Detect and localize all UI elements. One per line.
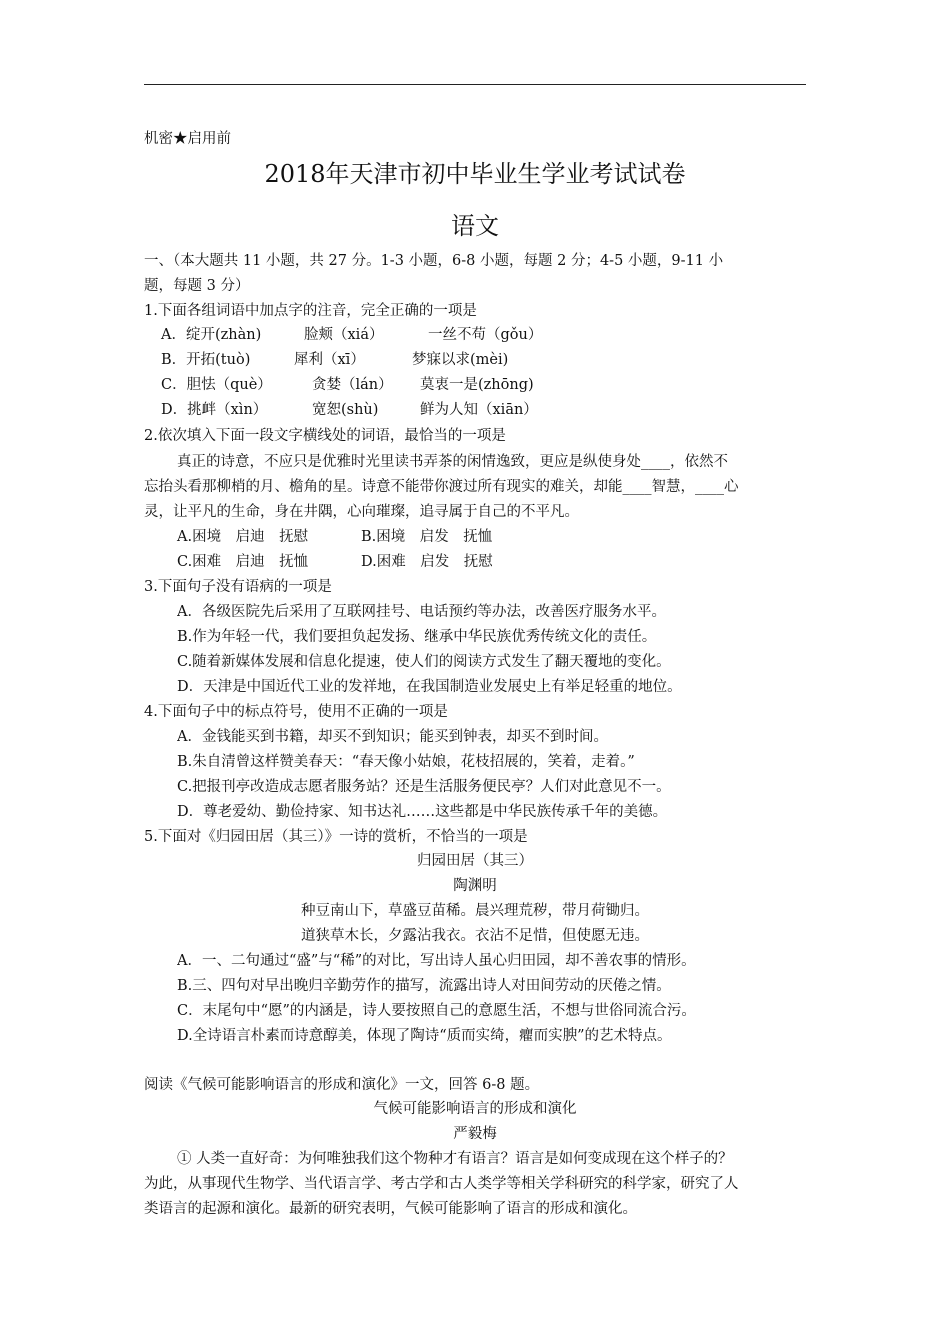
poem-line: 道狭草木长，夕露沾我衣。衣沾不足惜，但使愿无违。 — [301, 928, 649, 944]
q1-option-c1: C．胆怯（què） — [161, 377, 272, 393]
section-heading-cont: 题，每题 3 分） — [144, 278, 250, 294]
section-heading: 一、（本大题共 11 小题，共 27 分。1-3 小题，6-8 小题，每题 2 分；4-5 小题，9-11 小 — [144, 253, 724, 269]
q2-option-d: D.困难 启发 抚慰 — [361, 554, 493, 570]
article-paragraph-line: 类语言的起源和演化。最新的研究表明，气候可能影响了语言的形成和演化。 — [144, 1201, 637, 1217]
q2-passage-line2: 忘抬头看那柳梢的月、檐角的星。诗意不能带你渡过所有现实的难关，却能____智慧，____心 — [144, 479, 739, 495]
q2-passage-line3: 灵，让平凡的生命，身在井隅，心向璀璨，追寻属于自己的不平凡。 — [144, 504, 579, 520]
q4-option-a: A．金钱能买到书籍，却买不到知识；能买到钟表，却买不到时间。 — [177, 729, 608, 745]
article-title: 气候可能影响语言的形成和演化 — [373, 1101, 577, 1117]
q1-option-d1: D．挑衅（xìn） — [161, 402, 268, 418]
poem-line: 种豆南山下，草盛豆苗稀。晨兴理荒秽，带月荷锄归。 — [301, 903, 649, 919]
subject-title: 语文 — [451, 212, 499, 240]
q5-option-a: A．一、二句通过“盛”与“稀”的对比，写出诗人虽心归田园，却不善农事的情形。 — [177, 953, 696, 969]
q1-option-b3: 梦寐以求(mèi) — [412, 352, 509, 368]
q2-option-a: A.困境 启迪 抚慰 — [177, 529, 309, 545]
header-rule — [144, 84, 806, 85]
q3-option-b: B.作为年轻一代，我们要担负起发扬、继承中华民族优秀传统文化的责任。 — [177, 629, 657, 645]
q1-option-b1: B．开拓(tuò) — [161, 352, 251, 368]
q2-option-c: C.困难 启迪 抚恤 — [177, 554, 309, 570]
q4-option-b: B.朱自清曾这样赞美春天：“春天像小姑娘，花枝招展的，笑着，走着。” — [177, 754, 635, 770]
q5-option-c: C．末尾句中“愿”的内涵是，诗人要按照自己的意愿生活，不想与世俗同流合污。 — [177, 1003, 696, 1019]
q1-option-b2: 犀利（xī） — [294, 352, 365, 368]
article-author: 严毅梅 — [453, 1126, 497, 1142]
q2-stem: 2.依次填入下面一段文字横线处的词语，最恰当的一项是 — [144, 428, 506, 444]
q3-option-a: A．各级医院先后采用了互联网挂号、电话预约等办法，改善医疗服务水平。 — [177, 604, 666, 620]
q3-option-c: C.随着新媒体发展和信息化提速，使人们的阅读方式发生了翻天覆地的变化。 — [177, 654, 671, 670]
poem-author: 陶渊明 — [453, 878, 497, 894]
q2-option-b: B.困境 启发 抚恤 — [361, 529, 493, 545]
q1-option-c3: 莫衷一是(zhōng) — [420, 377, 534, 393]
q1-option-c2: 贪婪（lán） — [312, 377, 393, 393]
q1-option-a3: 一丝不苟（gǒu） — [428, 327, 543, 343]
q5-option-b: B.三、四句对早出晚归辛勤劳作的描写，流露出诗人对田间劳动的厌倦之情。 — [177, 978, 671, 994]
article-paragraph-line: 为此，从事现代生物学、当代语言学、考古学和古人类学等相关学科研究的科学家，研究了人 — [144, 1176, 739, 1192]
q1-option-a1: A．绽开(zhàn) — [161, 327, 262, 343]
q1-stem: 1.下面各组词语中加点字的注音，完全正确的一项是 — [144, 303, 477, 319]
q3-option-d: D．天津是中国近代工业的发祥地，在我国制造业发展史上有举足轻重的地位。 — [177, 679, 682, 695]
exam-title: 2018年天津市初中毕业生学业考试试卷 — [264, 160, 686, 188]
q1-option-d2: 宽恕(shù) — [312, 402, 379, 418]
article-paragraph-line: ① 人类一直好奇：为何唯独我们这个物种才有语言？语言是如何变成现在这个样子的？ — [177, 1151, 733, 1167]
poem-title: 归园田居（其三） — [417, 853, 533, 869]
q2-passage-line1: 真正的诗意，不应只是优雅时光里读书弄茶的闲情逸致，更应是纵使身处____，依然不 — [177, 454, 728, 470]
q4-stem: 4.下面句子中的标点符号，使用不正确的一项是 — [144, 704, 448, 720]
q3-stem: 3.下面句子没有语病的一项是 — [144, 579, 332, 595]
q5-stem: 5.下面对《归园田居（其三）》一诗的赏析，不恰当的一项是 — [144, 829, 528, 845]
confidential-mark: 机密★启用前 — [144, 131, 231, 147]
q5-option-d: D.全诗语言朴素而诗意醇美，体现了陶诗“质而实绮，癯而实腴”的艺术特点。 — [177, 1028, 672, 1044]
reading-intro: 阅读《气候可能影响语言的形成和演化》一文，回答 6-8 题。 — [144, 1077, 540, 1093]
q4-option-c: C.把报刊亭改造成志愿者服务站？还是生活服务便民亭？人们对此意见不一。 — [177, 779, 671, 795]
q4-option-d: D．尊老爱幼、勤俭持家、知书达礼……这些都是中华民族传承千年的美德。 — [177, 804, 668, 820]
q1-option-a2: 脸颊（xiá） — [304, 327, 384, 343]
q1-option-d3: 鲜为人知（xiān） — [420, 402, 538, 418]
